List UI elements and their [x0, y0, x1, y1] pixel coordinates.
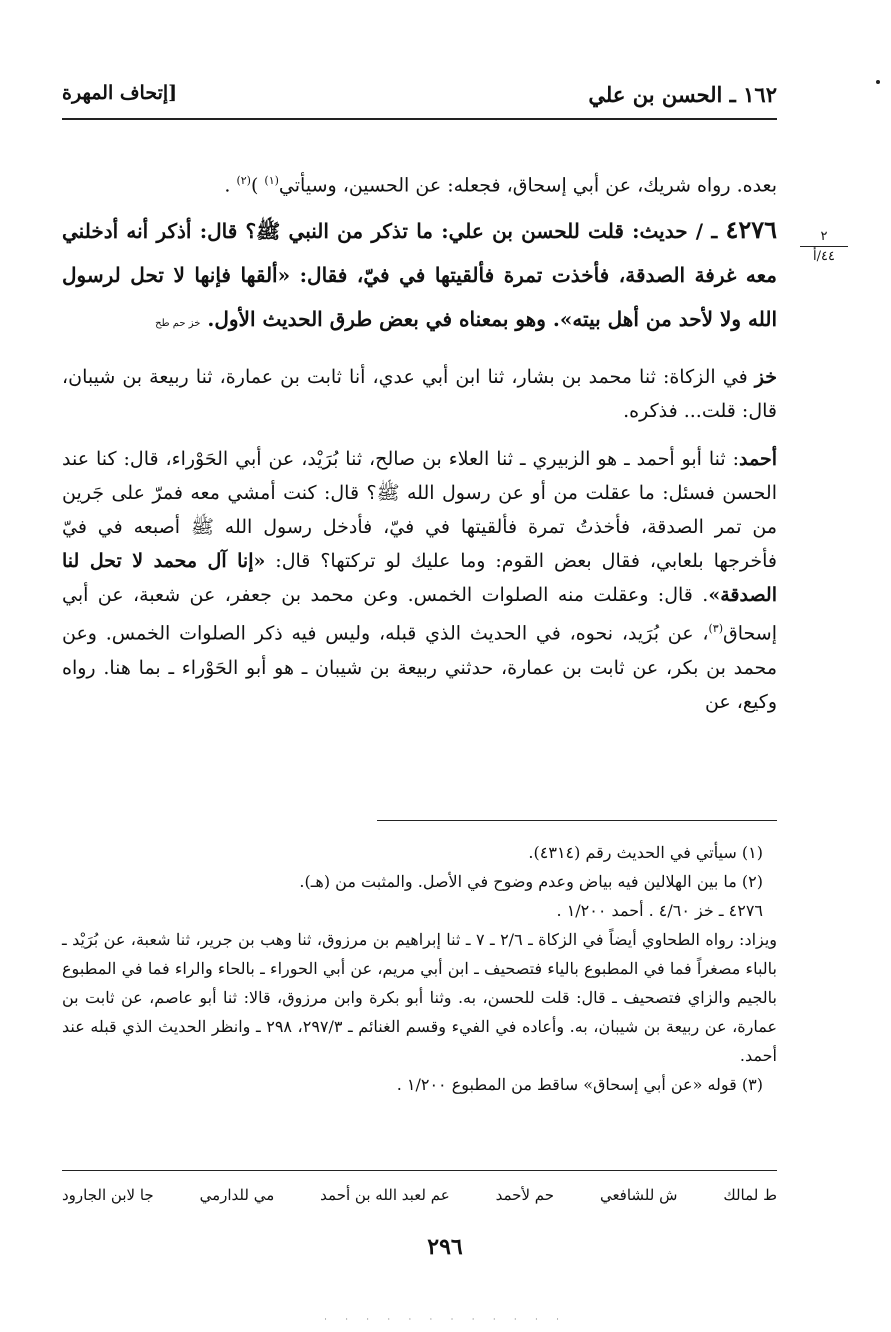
khuzayma-chain: خز في الزكاة: ثنا محمد بن بشار، ثنا ابن أبي عدي، أنا ثابت بن عمارة، ثنا ربيعة بن شيبان، قال: قلت... فذكره.: [62, 366, 777, 423]
footnote-1: (١) سيأتي في الحديث رقم (٤٣١٤).: [528, 843, 763, 862]
source-ahmad: أحمد: [739, 448, 777, 471]
hadith-text: ـ / حديث: قلت للحسن بن علي: ما تذكر من النبي ﷺ؟ قال: أذكر أنه أدخلني معه غرفة الصدقة، فأخذت تمرة فألقيتها في فيّ، فقال: «ألقها فإنها لا تحل لرسول الله ولا لأحد من أهل بيته». وهو بمعناه في بعض طرق الحديث الأول.: [62, 219, 777, 332]
footnote-2: (٢) ما بين الهلالين فيه بياض وعدم وضوح في الأصل. والمثبت من (هـ).: [299, 872, 763, 891]
footnote-ref-3[interactable]: (٣): [708, 622, 723, 636]
corner-mark: [876, 80, 880, 84]
footnote-additions: ويزاد: رواه الطحاوي أيضاً في الزكاة ـ ٢/٦ ـ ٧ ـ ثنا إبراهيم بن مرزوق، ثنا وهب بن جرير، ثنا شعبة، عن بُرَيْد ـ بالباء مصغراً فما في المطبوع بالياء فتصحيف ـ ابن أبي مريم، عن أبي الحوراء ـ بالحاء والراء فما في المطبوع بالجيم والزاي فتصحيف ـ قال: قلت للحسن، به. وثنا أبو بكرة وابن مرزوق، قالا: ثنا أبو عاصم، عن ثابت بن عمارة، عن ربيعة بن شيبان، به. وأعاده في الفيء وقسم الغنائم ـ ٢٩٧/٣، ٢٩٨ ـ وانظر الحديث الذي قبله عند أحمد.: [62, 930, 778, 1065]
folio-divider: [800, 246, 848, 247]
folio-bottom: ٤٤/أ: [813, 249, 835, 264]
legend-item: جا لابن الجارود: [62, 1186, 154, 1204]
legend-rule: [62, 1170, 777, 1171]
bottom-dots: · · · · · · · · · · · ·: [324, 1315, 567, 1324]
hadith-4276: [62, 208, 777, 346]
prophetic-quote: «إنا آل محمد لا تحل لنا الصدقة»: [62, 550, 777, 607]
source-khuzayma: خز: [754, 366, 777, 389]
manuscript-folio-note: [800, 228, 848, 265]
legend-item: عم لعبد الله بن أحمد: [320, 1186, 450, 1204]
running-header: [62, 72, 777, 120]
legend-item: حم لأحمد: [495, 1186, 555, 1204]
chapter-title: ١٦٢ ـ الحسن بن علي: [588, 82, 777, 107]
footnote-ref-2[interactable]: (٢): [236, 174, 251, 187]
ahmad-chain: أحمد: ثنا أبو أحمد ـ هو الزبيري ـ ثنا العلاء بن صالح، ثنا بُرَيْد، عن أبي الحَوْراء، قال: كنا عند الحسن فسئل: ما عقلت من أو عن رسول الله ﷺ؟ قال: كنت أمشي معه فمرّ على جَرين من تمر الصدقة، فأخذتُ تمرة فألقيتها في فيّ، فأدخل رسول الله ﷺ أصبعه في فيّ فأخرجها بلعابي، فقال بعض القوم: وما عليك لو تركتها؟ قال: «إنا آل محمد لا تحل لنا الصدقة». قال: وعقلت منه الصلوات الخمس. وعن محمد بن جعفر، عن شعبة، عن أبي إسحاق$^{(٣)}$، عن بُرَيد، نحوه، في الحديث الذي قبله، وليس فيه ذكر الصلوات الخمس. وعن محمد بن بكر، عن ثابت بن عمارة، حدثني ربيعة بن شيبان ـ هو أبو الحَوْراء ـ بما هنا. رواه وكيع، عن: [62, 448, 777, 713]
footnote-3: (٣) قوله «عن أبي إسحاق» ساقط من المطبوع ١/٢٠٠ .: [396, 1075, 763, 1094]
footnote-ref-1[interactable]: (١): [264, 174, 279, 187]
main-text: [62, 162, 777, 719]
folio-top: ٢: [820, 229, 828, 244]
hadith-number: ٤٢٧٦: [725, 215, 777, 245]
header-rule: [62, 118, 777, 120]
legend-item: مي للدارمي: [199, 1186, 275, 1204]
abbreviation-legend: [62, 1186, 777, 1216]
paragraph-continuation: بعده. رواه شريك، عن أبي إسحاق، فجعله: عن الحسين، وسيأتي$^{(١)}$ )$^{(٢)}$ .: [224, 174, 777, 197]
book-title: [إتحاف المهرة: [62, 82, 178, 104]
legend-item: ط لمالك: [723, 1186, 777, 1204]
footnotes: [62, 838, 777, 1099]
footnote-rule: [377, 820, 777, 821]
footnote-references: ٤٢٧٦ ـ خز ٤/٦٠ . أحمد ١/٢٠٠ .: [556, 901, 763, 920]
page-number: ٢٩٦: [427, 1234, 463, 1260]
legend-item: ش للشافعي: [599, 1186, 678, 1204]
source-abbreviations: خز حم طح: [155, 318, 201, 330]
